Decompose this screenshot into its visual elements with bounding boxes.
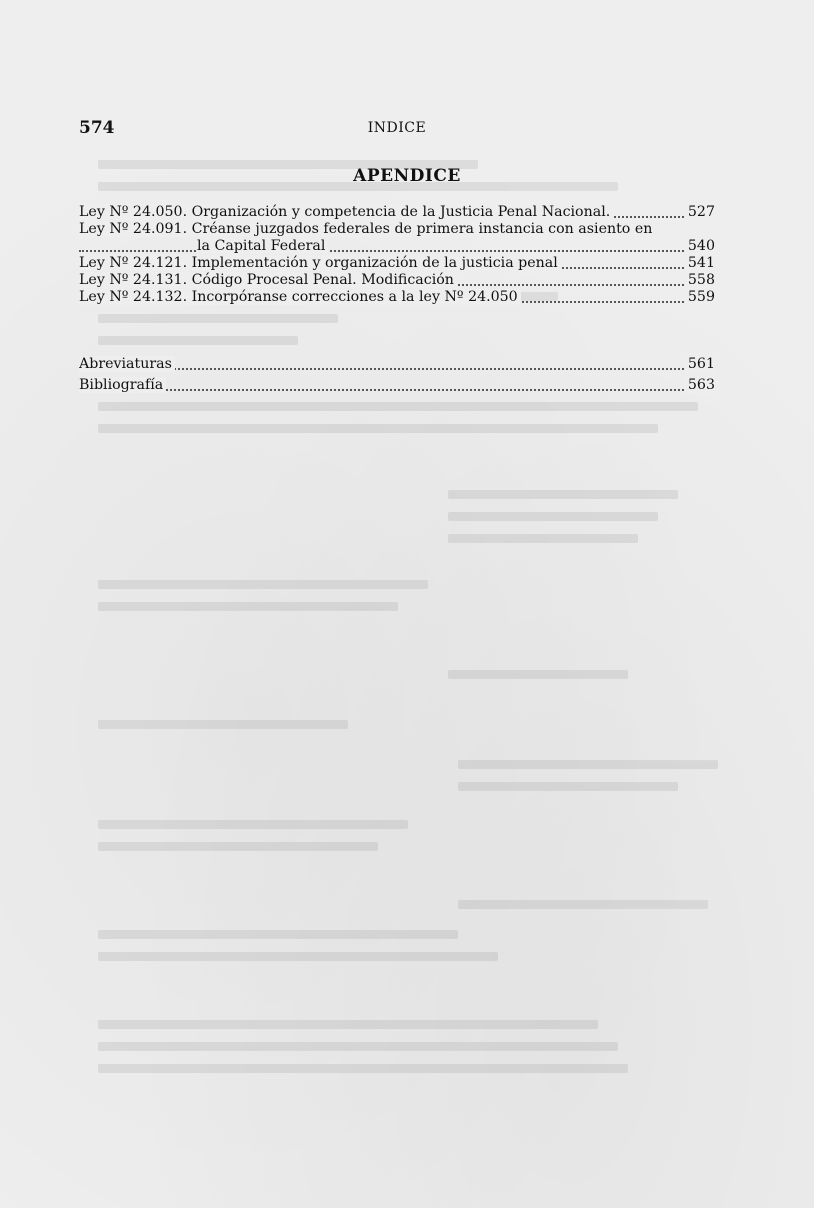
toc-entry-page: 561: [684, 356, 715, 373]
section-title: APENDICE: [353, 166, 461, 186]
page-number: 574: [79, 118, 115, 138]
page-header: [79, 118, 715, 140]
toc-entry-title: Ley Nº 24.121. Implementación y organización de la justicia penal: [79, 255, 561, 271]
back-matter-list: [79, 356, 715, 394]
dot-leader: [79, 389, 715, 391]
toc-entry-bibliografia: [79, 377, 715, 394]
toc-entry-title-continued: la Capital Federal: [197, 238, 328, 254]
toc-entry-abreviaturas: [79, 356, 715, 373]
toc-entry-page: 558: [684, 272, 715, 289]
toc-entry-ley-24132: [79, 289, 715, 306]
toc-entry-page: 559: [684, 289, 715, 306]
toc-entry-ley-24091: [79, 221, 715, 238]
laws-list: [79, 204, 715, 306]
toc-entry-title: Ley Nº 24.131. Código Procesal Penal. Modificación: [79, 272, 457, 288]
toc-entry-ley-24091-continued: [79, 238, 715, 255]
toc-entry-title: Ley Nº 24.091. Créanse juzgados federales de primera instancia con asiento en: [79, 221, 655, 237]
toc-entry-page: 563: [684, 377, 715, 394]
toc-entry-title: Ley Nº 24.050. Organización y competencia de la Justicia Penal Nacional.: [79, 204, 613, 220]
toc-entry-page: 541: [684, 255, 715, 272]
toc-entry-title: Ley Nº 24.132. Incorpóranse correcciones a la ley Nº 24.050: [79, 289, 521, 305]
running-head: INDICE: [367, 120, 427, 136]
dot-leader: [79, 250, 715, 252]
toc-entry-ley-24121: [79, 255, 715, 272]
toc-entry-page: 540: [684, 238, 715, 255]
show-through-text: [88, 160, 728, 1140]
toc-entry-page: 527: [684, 204, 715, 221]
toc-entry-title: Abreviaturas: [79, 356, 175, 372]
toc-entry-title: Bibliografía: [79, 377, 166, 393]
toc-entry-ley-24131: [79, 272, 715, 289]
toc-entry-ley-24050: [79, 204, 715, 221]
